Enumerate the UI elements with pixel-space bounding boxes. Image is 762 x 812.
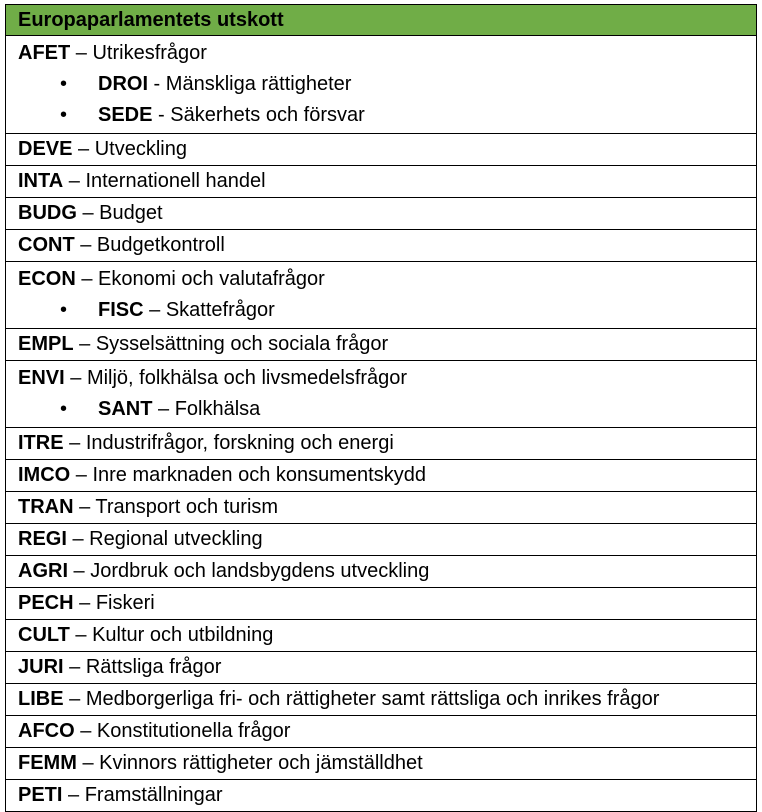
committee-name: Medborgerliga fri- och rättigheter samt rättsliga och inrikes frågor [85,688,660,710]
table-row [6,198,757,230]
committee-cell [6,748,757,780]
separator: – [76,752,100,774]
committee-cell [6,230,757,262]
committee-code: DEVE [18,138,73,160]
committee-code: LIBE [18,688,64,710]
committee-entry [18,684,756,715]
table-row [6,428,757,460]
subcommittee-name: Folkhälsa [174,398,261,420]
committee-code: REGI [18,528,67,550]
committee-entry [18,748,756,779]
separator: – [72,138,95,160]
committee-entry [18,556,756,587]
committee-name: Kultur och utbildning [92,624,274,646]
committee-cell [6,428,757,460]
subcommittee-name: Mänskliga rättigheter [165,73,352,95]
committee-code: ITRE [18,432,64,454]
table-row [6,652,757,684]
subcommittee-entry [18,69,756,100]
separator: – [66,528,90,550]
committee-entry [18,198,756,229]
table-row [6,460,757,492]
table-row [6,716,757,748]
committee-entry [18,492,756,523]
committee-entry [18,166,756,197]
subcommittee-entry [18,295,756,326]
committee-cell [6,492,757,524]
committee-entry [18,264,756,295]
committee-name: Sysselsättning och sociala frågor [95,333,389,355]
committee-cell [6,780,757,812]
table-row [6,684,757,716]
separator: – [63,656,86,678]
committee-entry [18,329,756,360]
committee-code: TRAN [18,496,74,518]
committee-code: PETI [18,784,63,806]
bullet-icon: • [60,104,68,126]
separator: – [64,367,87,389]
table-row [6,262,757,329]
separator: – [68,560,91,582]
separator: - [152,104,171,126]
committee-code: JURI [18,656,64,678]
table-header-row [6,5,757,36]
committee-cell [6,361,757,428]
subcommittee-entry [18,394,756,425]
committee-cell [6,36,757,134]
committee-code: AGRI [18,560,68,582]
committee-code: EMPL [18,333,74,355]
committee-name: Jordbruk och landsbygdens utveckling [90,560,430,582]
table-row [6,230,757,262]
committee-code: AFCO [18,720,75,742]
committee-entry [18,620,756,651]
table-row [6,588,757,620]
table-row [6,166,757,198]
separator: – [73,592,96,614]
committee-name: Budgetkontroll [96,234,225,256]
table-row [6,556,757,588]
separator: – [70,464,93,486]
separator: – [63,432,86,454]
committee-cell [6,460,757,492]
table-row [6,780,757,812]
table-row [6,329,757,361]
separator: – [62,784,85,806]
committee-name: Budget [99,202,163,224]
committee-entry [18,230,756,261]
committee-name: Utrikesfrågor [92,42,207,64]
committee-entry [18,38,756,69]
committee-code: FEMM [18,752,77,774]
committee-code: ENVI [18,367,65,389]
committee-cell [6,262,757,329]
subcommittee-code: SANT [98,398,153,420]
committee-name: Konstitutionella frågor [96,720,291,742]
separator: – [73,496,96,518]
table-row [6,134,757,166]
committee-name: Industrifrågor, forskning och energi [85,432,394,454]
committee-name: Kvinnors rättigheter och jämställdhet [99,752,423,774]
committee-entry [18,363,756,394]
table-row [6,620,757,652]
committee-entry [18,652,756,683]
separator: – [74,234,97,256]
committee-name: Framställningar [84,784,223,806]
bullet-icon: • [60,299,68,321]
committee-cell [6,620,757,652]
separator: – [63,170,86,192]
committee-name: Internationell handel [85,170,266,192]
committee-cell [6,716,757,748]
table-header: Europaparlamentets utskott [6,5,757,36]
separator: – [76,202,100,224]
bullet-icon: • [60,398,68,420]
separator: – [73,333,96,355]
committee-entry [18,780,756,811]
committee-code: ECON [18,268,76,290]
committee-cell [6,198,757,230]
separator: – [75,268,99,290]
committee-name: Utveckling [94,138,187,160]
separator: – [152,398,175,420]
committee-name: Ekonomi och valutafrågor [98,268,325,290]
committee-code: INTA [18,170,64,192]
committee-entry [18,716,756,747]
committee-code: IMCO [18,464,71,486]
committee-code: CONT [18,234,75,256]
bullet-icon: • [60,73,68,95]
committee-cell [6,588,757,620]
committee-name: Miljö, folkhälsa och livsmedelsfrågor [86,367,408,389]
table-row [6,36,757,134]
committee-cell [6,134,757,166]
committee-name: Fiskeri [95,592,155,614]
committee-cell [6,684,757,716]
committee-entry [18,588,756,619]
separator: – [63,688,86,710]
table-row [6,524,757,556]
committee-entry [18,134,756,165]
committee-cell [6,652,757,684]
subcommittee-name: Skattefrågor [165,299,275,321]
committee-name: Regional utveckling [89,528,263,550]
table-row [6,492,757,524]
subcommittee-code: DROI [98,73,148,95]
committee-code: PECH [18,592,74,614]
table-row [6,361,757,428]
separator: – [143,299,166,321]
separator: – [69,624,93,646]
committee-cell [6,329,757,361]
committee-cell [6,166,757,198]
subcommittee-code: FISC [98,299,144,321]
table-row [6,748,757,780]
separator: – [70,42,93,64]
committee-entry [18,524,756,555]
subcommittee-entry [18,100,756,131]
committee-cell [6,556,757,588]
committee-entry [18,428,756,459]
committee-code: BUDG [18,202,77,224]
committee-name: Rättsliga frågor [85,656,222,678]
subcommittee-name: Säkerhets och försvar [170,104,365,126]
subcommittee-code: SEDE [98,104,153,126]
committee-name: Inre marknaden och konsumentskydd [92,464,426,486]
separator: – [74,720,97,742]
committee-name: Transport och turism [95,496,279,518]
committee-table [5,4,757,812]
committee-code: CULT [18,624,70,646]
committee-entry [18,460,756,491]
committee-cell [6,524,757,556]
committee-list [6,36,757,812]
separator: - [148,73,166,95]
committee-code: AFET [18,42,71,64]
